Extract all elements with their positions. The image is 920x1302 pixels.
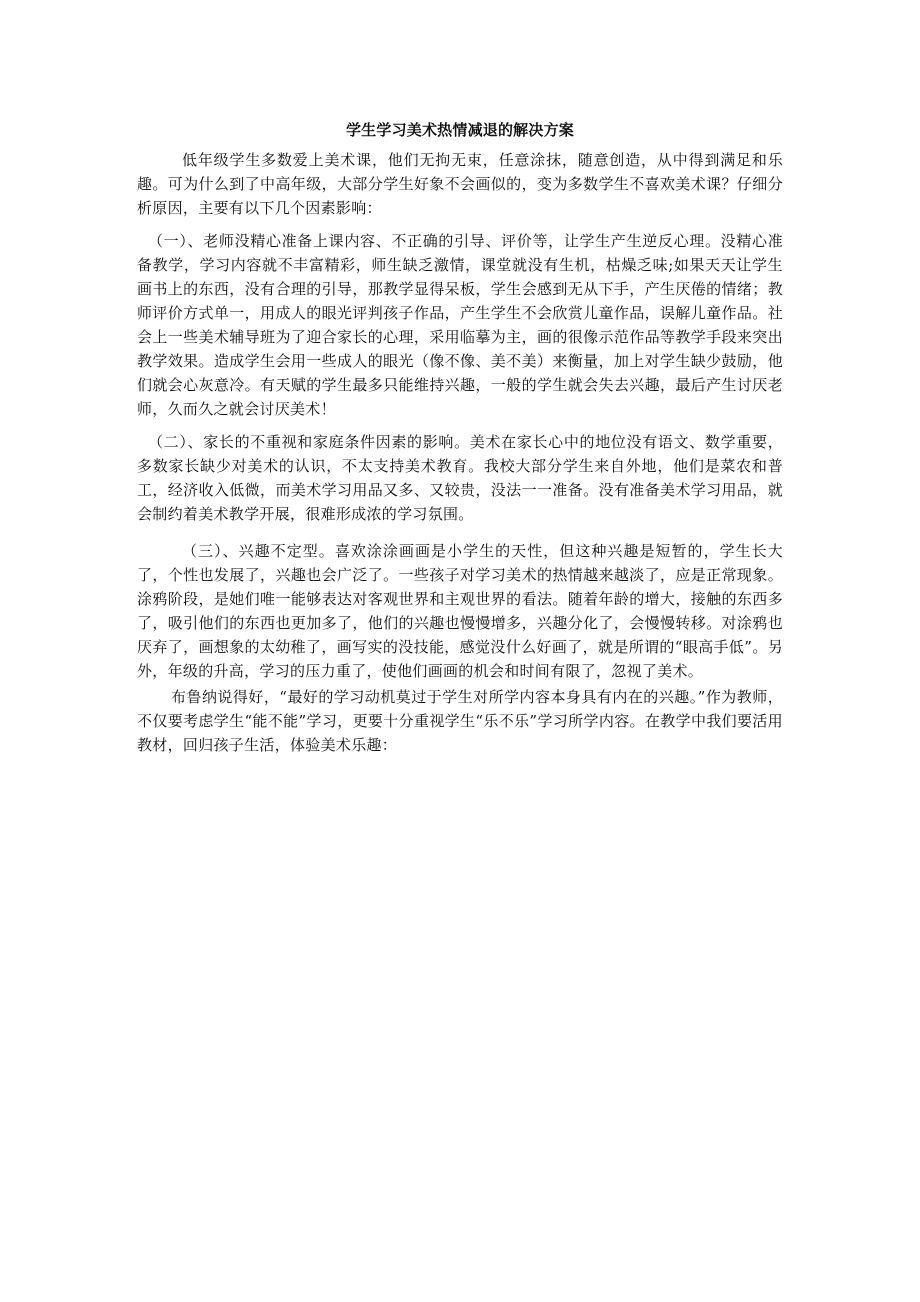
paragraph-reason-3: （三）、兴趣不定型。喜欢涂涂画画是小学生的天性，但这种兴趣是短暂的，学生长大了，个性也发展了，兴趣也会广泛了。一些孩子对学习美术的热情越来越淡了，应是正常现象。涂鸦阶段，是她们唯一能够表达对客观世界和主观世界的看法。随着年龄的增大，接触的东西多了，吸引他们的东西也更加多了，他们的兴趣也慢慢增多，兴趣分化了，会慢慢转移。对涂鸦也厌弃了，画想象的太幼稚了，画写实的没技能，感觉没什么好画了，就是所谓的“眼高手低”。另外，年级的升高，学习的压力重了，使他们画画的机会和时间有限了，忽视了美术。	[137, 542, 783, 680]
paragraph-reason-2: （二）、家长的不重视和家庭条件因素的影响。美术在家长心中的地位没有语文、数学重要，多数家长缺少对美术的认识，不太支持美术教育。我校大部分学生来自外地，他们是菜农和普工，经济收入低微，而美术学习用品又多、又较贵，没法一一准备。没有准备美术学习用品，就会制约着美术教学开展，很难形成浓的学习氛围。	[137, 433, 783, 523]
document-page	[137, 118, 783, 757]
paragraph-intro: 低年级学生多数爱上美术课，他们无拘无束，任意涂抹，随意创造，从中得到满足和乐趣。可为什么到了中高年级，大部分学生好象不会画似的，变为多数学生不喜欢美术课？仔细分析原因，主要有以下几个因素影响：	[137, 151, 783, 217]
paragraph-conclusion: 布鲁纳说得好，“最好的学习动机莫过于学生对所学内容本身具有内在的兴趣。”作为教师，不仅要考虑学生“能不能”学习，更要十分重视学生“乐不乐”学习所学内容。在教学中我们要活用教材，回归孩子生活，体验美术乐趣：	[137, 688, 783, 754]
paragraph-reason-1: （一）、老师没精心准备上课内容、不正确的引导、评价等，让学生产生逆反心理。没精心准备教学，学习内容就不丰富精彩，师生缺乏激情，课堂就没有生机，枯燥乏味;如果天天让学生画书上的东西，没有合理的引导，那教学显得呆板，学生会感到无从下手，产生厌倦的情绪；教师评价方式单一，用成人的眼光评判孩子作品，产生学生不会欣赏儿童作品，误解儿童作品。社会上一些美术辅导班为了迎合家长的心理，采用临摹为主，画的很像示范作品等教学手段来突出教学效果。造成学生会用一些成人的眼光（像不像、美不美）来衡量，加上对学生缺少鼓励，他们就会心灰意冷。有天赋的学生最多只能维持兴趣，一般的学生就会失去兴趣，最后产生讨厌老师，久而久之就会讨厌美术！	[137, 232, 783, 418]
document-title: 学生学习美术热情减退的解决方案	[345, 121, 574, 139]
